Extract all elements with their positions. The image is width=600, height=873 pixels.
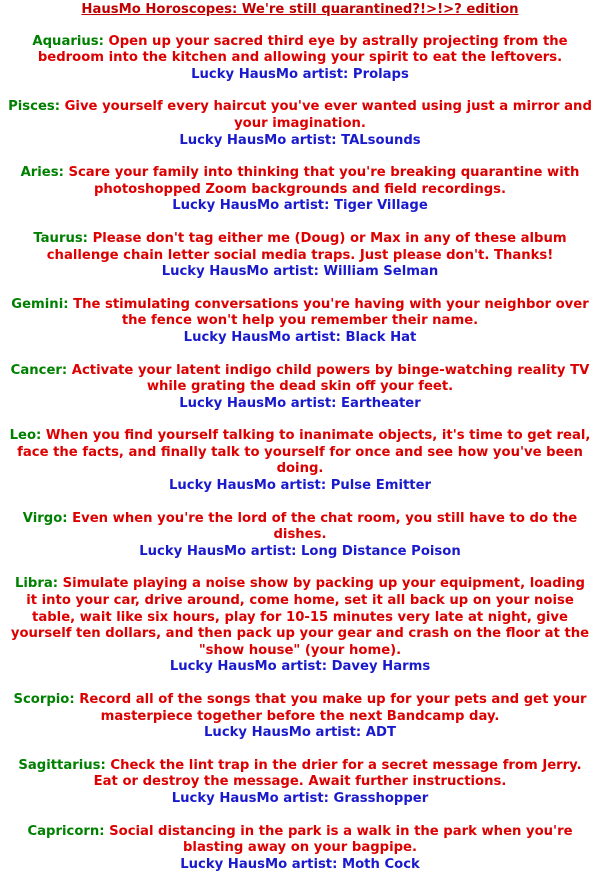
horoscope-body: Social distancing in the park is a walk in the park when you're blasting away on your bagpipe. bbox=[109, 823, 573, 856]
artist-prefix: Lucky HausMo artist: bbox=[161, 264, 324, 280]
artist-name: Pulse Emitter bbox=[330, 478, 432, 494]
lucky-artist-line bbox=[8, 659, 592, 676]
horoscope-body: Open up your sacred third eye by astrally projecting from the bedroom into the kitchen and allowing your spirit to eat the leftovers. bbox=[37, 33, 568, 66]
sign-name: Pisces: bbox=[8, 99, 61, 115]
horoscope-text bbox=[8, 511, 592, 544]
horoscope-text bbox=[8, 692, 592, 725]
horoscope-body: Scare your family into thinking that you're breaking quarantine with photoshopped Zoom backgrounds and field recordings. bbox=[68, 165, 580, 197]
artist-name: Davey Harms bbox=[331, 659, 431, 675]
horoscope-text bbox=[8, 576, 592, 659]
sign-name: Aquarius: bbox=[32, 33, 104, 49]
sign-name: Sagittarius: bbox=[18, 757, 106, 773]
horoscope-taurus bbox=[0, 231, 600, 281]
horoscope-list bbox=[0, 34, 600, 873]
sign-name: Cancer: bbox=[10, 362, 68, 378]
horoscope-scorpio bbox=[0, 692, 600, 742]
horoscope-text bbox=[8, 297, 592, 330]
artist-prefix: Lucky HausMo artist: bbox=[179, 132, 342, 148]
lucky-artist-line bbox=[8, 478, 592, 495]
lucky-artist-line bbox=[8, 330, 592, 347]
horoscope-body: Simulate playing a noise show by packing up your equipment, loading it into your car, drive around, come home, set it all back up on your noise table, wait like six hours, play for 10-15 minutes very late at night, give yourself ten dollars, and then pack up your gear and crash on the floor at the "show house" (your home). bbox=[10, 576, 590, 658]
sign-name: Scorpio: bbox=[13, 692, 75, 707]
horoscope-body: Even when you're the lord of the chat room, you still have to do the dishes. bbox=[72, 510, 578, 543]
lucky-artist-line bbox=[8, 198, 592, 215]
horoscope-gemini bbox=[0, 297, 600, 347]
horoscope-text bbox=[8, 363, 592, 396]
horoscope-body: Please don't tag either me (Doug) or Max in any of these album challenge chain letter social media traps. Just please don't. Thanks! bbox=[46, 230, 567, 263]
horoscope-body: Record all of the songs that you make up for your pets and get your masterpiece together before the next Bandcamp day. bbox=[79, 692, 587, 724]
horoscope-sagittarius bbox=[0, 758, 600, 808]
horoscope-cancer bbox=[0, 363, 600, 413]
lucky-artist-line bbox=[8, 791, 592, 808]
artist-prefix: Lucky HausMo artist: bbox=[180, 856, 342, 872]
artist-name: Tiger Village bbox=[333, 198, 428, 214]
lucky-artist-line bbox=[8, 67, 592, 84]
artist-name: Eartheater bbox=[341, 395, 421, 411]
horoscope-aquarius bbox=[0, 34, 600, 84]
sign-name: Virgo: bbox=[22, 510, 68, 526]
artist-prefix: Lucky HausMo artist: bbox=[191, 66, 353, 82]
artist-name: William Selman bbox=[323, 264, 439, 280]
horoscope-aries bbox=[0, 165, 600, 215]
artist-name: Prolaps bbox=[352, 66, 409, 82]
artist-prefix: Lucky HausMo artist: bbox=[139, 543, 302, 559]
lucky-artist-line bbox=[8, 264, 592, 281]
artist-name: Long Distance Poison bbox=[301, 543, 461, 559]
horoscope-text bbox=[8, 34, 592, 67]
horoscope-text bbox=[8, 99, 592, 132]
artist-prefix: Lucky HausMo artist: bbox=[171, 790, 334, 806]
horoscope-virgo bbox=[0, 511, 600, 561]
lucky-artist-line bbox=[8, 133, 592, 150]
horoscope-libra bbox=[0, 576, 600, 676]
horoscope-text bbox=[8, 231, 592, 264]
artist-name: Grasshopper bbox=[333, 790, 429, 806]
sign-name: Aries: bbox=[20, 165, 64, 181]
artist-prefix: Lucky HausMo artist: bbox=[183, 329, 346, 345]
horoscope-text bbox=[8, 428, 592, 478]
horoscope-body: Check the lint trap in the drier for a secret message from Jerry. Eat or destroy the message. Await further instructions. bbox=[93, 757, 582, 790]
artist-name: Black Hat bbox=[345, 329, 417, 345]
artist-prefix: Lucky HausMo artist: bbox=[168, 478, 331, 494]
page-title: HausMo Horoscopes: We're still quarantined?!>!>? edition bbox=[81, 2, 519, 17]
artist-name: ADT bbox=[365, 725, 396, 741]
sign-name: Gemini: bbox=[11, 296, 69, 312]
artist-name: Moth Cock bbox=[341, 856, 420, 872]
artist-prefix: Lucky HausMo artist: bbox=[169, 659, 332, 675]
horoscope-body: The stimulating conversations you're having with your neighbor over the fence won't help you remember their name. bbox=[73, 296, 589, 329]
sign-name: Leo: bbox=[9, 428, 42, 444]
sign-name: Libra: bbox=[15, 576, 59, 592]
sign-name: Taurus: bbox=[33, 230, 88, 246]
artist-name: TALsounds bbox=[341, 132, 421, 148]
sign-name: Capricorn: bbox=[27, 823, 105, 839]
horoscope-text bbox=[8, 758, 592, 791]
lucky-artist-line bbox=[8, 857, 592, 873]
horoscope-leo bbox=[0, 428, 600, 494]
artist-prefix: Lucky HausMo artist: bbox=[204, 725, 366, 741]
horoscope-text bbox=[8, 824, 592, 857]
lucky-artist-line bbox=[8, 544, 592, 561]
horoscope-text bbox=[8, 165, 592, 198]
horoscope-capricorn bbox=[0, 824, 600, 873]
horoscope-pisces bbox=[0, 99, 600, 149]
artist-prefix: Lucky HausMo artist: bbox=[172, 198, 334, 214]
horoscope-body: When you find yourself talking to inanimate objects, it's time to get real, face the facts, and finally talk to yourself for once and see how you've been doing. bbox=[17, 428, 591, 477]
artist-prefix: Lucky HausMo artist: bbox=[179, 395, 342, 411]
horoscope-body: Activate your latent indigo child powers by binge-watching reality TV while grating the dead skin off your feet. bbox=[71, 362, 590, 395]
lucky-artist-line bbox=[8, 396, 592, 413]
lucky-artist-line bbox=[8, 725, 592, 742]
horoscope-body: Give yourself every haircut you've ever wanted using just a mirror and your imagination. bbox=[64, 99, 592, 131]
